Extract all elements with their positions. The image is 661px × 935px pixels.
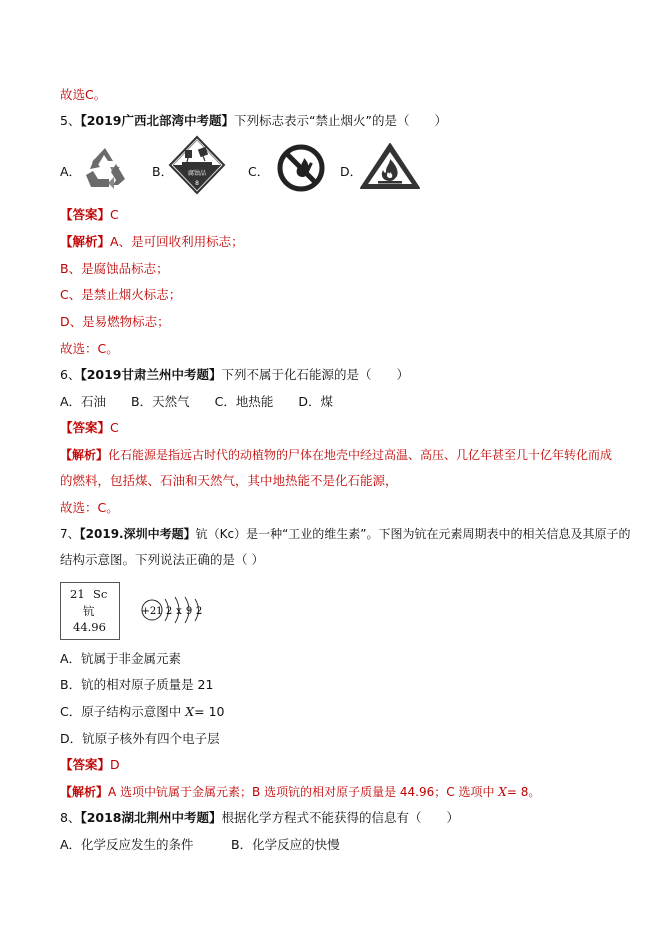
- q7-option-b: B．钪的相对原子质量是 21: [60, 677, 214, 692]
- prev-answer-conclusion: 故选C。: [60, 87, 107, 102]
- q7-stem-line2: 结构示意图。下列说法正确的是（ ）: [60, 552, 264, 567]
- q7-option-c: [60, 704, 224, 720]
- q7-source-tag: 【2019.深圳中考题】: [79, 527, 196, 541]
- q5-explanation-c: C、是禁止烟火标志；: [60, 287, 182, 302]
- q6-source-tag: 【2019甘肃兰州中考题】: [80, 367, 222, 382]
- q5-explanation-d: D、是易燃物标志；: [60, 314, 170, 329]
- q7-explanation-text: A 选项中钪属于金属元素；B 选项钪的相对原子质量是 44.96；C 选项中: [108, 785, 495, 799]
- q5-stem: 下列标志表示“禁止烟火”的是（ ）: [234, 113, 447, 128]
- no-fire-icon: [276, 143, 326, 193]
- question-8: [60, 810, 459, 826]
- q7-answer-value: D: [110, 757, 120, 772]
- q7-answer-tag: 【答案】: [60, 757, 111, 772]
- q5-explanation-tag: 【解析】: [60, 234, 111, 249]
- q6-answer-value: C: [110, 420, 119, 435]
- shell-4-electrons: 2: [195, 606, 203, 617]
- q5-option-b-label: B．: [152, 164, 174, 179]
- hazard-label: 腐蚀品: [187, 170, 207, 177]
- shell-1-electrons: 2: [165, 606, 173, 617]
- q5-answer-tag: 【答案】: [60, 207, 111, 222]
- q8-number: 8、: [60, 810, 81, 825]
- periodic-element-card: [60, 582, 120, 640]
- q5-explanation-a: A、是可回收利用标志；: [110, 234, 244, 249]
- q5-source-tag: 【2019广西北部湾中考题】: [80, 113, 234, 128]
- q5-option-c-label: C．: [248, 164, 270, 179]
- q7-option-c-value: = 10: [194, 704, 225, 719]
- q6-options: A．石油 B．天然气 C．地热能 D．煤: [60, 394, 333, 409]
- nucleus-charge: +21: [141, 606, 163, 617]
- shell-3-electrons: 9: [185, 606, 193, 617]
- q6-stem: 下列不属于化石能源的是（ ）: [221, 367, 410, 382]
- q5-option-a-label: A．: [60, 164, 82, 179]
- question-7: [60, 526, 631, 542]
- shell-2-electrons: x: [176, 606, 182, 617]
- element-name: 钪: [83, 604, 95, 618]
- atomic-mass: 44.96: [73, 620, 106, 634]
- q6-number: 6、: [60, 367, 81, 382]
- q7-explanation: [60, 784, 540, 800]
- q6-explanation: [60, 447, 612, 463]
- q7-explanation-value: = 8。: [506, 785, 541, 799]
- q7-option-c-text: C．原子结构示意图中: [60, 704, 182, 719]
- q8-stem: 根据化学方程式不能获得的信息有（ ）: [221, 810, 460, 825]
- q8-source-tag: 【2018湖北荆州中考题】: [80, 810, 222, 825]
- question-6: [60, 367, 409, 383]
- hazard-class: 8: [195, 180, 199, 187]
- q6-answer-tag: 【答案】: [60, 420, 111, 435]
- q7-option-d: D．钪原子核外有四个电子层: [60, 731, 220, 746]
- q5-option-d-label: D．: [340, 164, 363, 179]
- q7-number: 7、: [60, 527, 80, 541]
- q6-conclusion: 故选：C。: [60, 500, 119, 515]
- question-5: [60, 113, 447, 129]
- q6-explanation-tag: 【解析】: [60, 448, 109, 462]
- q7-explanation-tag: 【解析】: [60, 785, 109, 799]
- q5-answer: [60, 207, 119, 223]
- element-symbol: Sc: [93, 587, 108, 601]
- q7-explanation-variable: X: [498, 785, 507, 799]
- q6-explanation-line2: 的燃料，包括煤、石油和天然气，其中地热能不是化石能源，: [60, 473, 398, 488]
- q6-answer: [60, 420, 119, 436]
- corrosive-hazard-icon: [168, 135, 226, 195]
- atomic-number: 21: [70, 587, 85, 601]
- q5-conclusion: 故选：C。: [60, 341, 119, 356]
- q8-options: A．化学反应发生的条件 B．化学反应的快慢: [60, 837, 340, 852]
- q7-stem: 钪（Kc）是一种“工业的维生素”。下图为钪在元素周期表中的相关信息及其原子的: [195, 527, 631, 541]
- q5-answer-value: C: [110, 207, 119, 222]
- recycle-icon: [80, 145, 130, 191]
- q7-option-c-variable: X: [185, 704, 195, 719]
- q5-explanation-b: B、是腐蚀品标志；: [60, 261, 169, 276]
- atomic-structure-diagram: [140, 592, 210, 628]
- flammable-warning-icon: [358, 141, 422, 191]
- q5-number: 5、: [60, 113, 81, 128]
- q6-explanation-line1: 化石能源是指远古时代的动植物的尸体在地壳中经过高温、高压、几亿年甚至几十亿年转化而成: [108, 448, 613, 462]
- q7-answer: [60, 757, 120, 773]
- q5-explanation: [60, 234, 244, 250]
- q7-option-a: A．钪属于非金属元素: [60, 651, 182, 666]
